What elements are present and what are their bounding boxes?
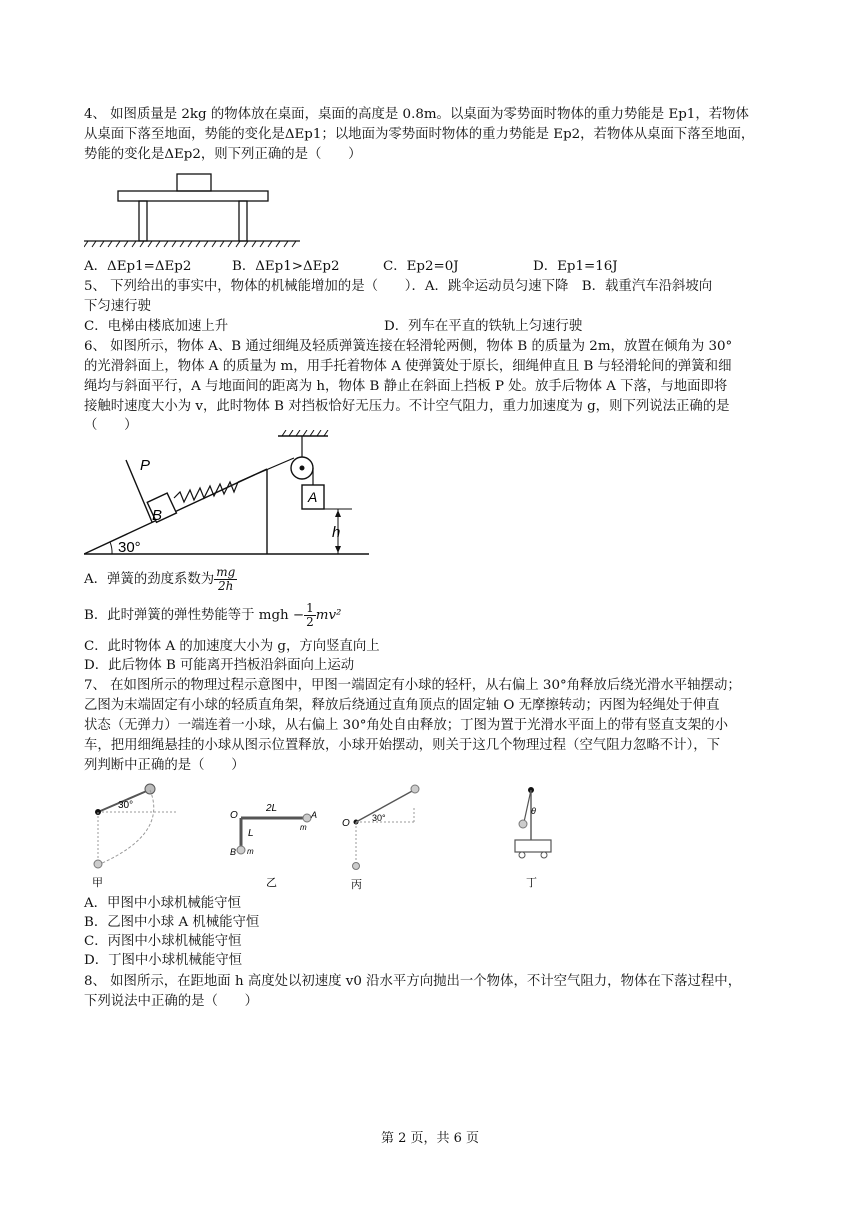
q4-line-2: 从桌面下落至地面，势能的变化是ΔEp1；以地面为零势面时物体的重力势能是 Ep2，若物体从桌面下落至地面， <box>84 127 755 142</box>
q4-option-a[interactable]: A．ΔEp1=ΔEp2 <box>84 259 192 274</box>
q6-option-b[interactable] <box>84 602 341 632</box>
q7-option-b[interactable]: B．乙图中小球 A 机械能守恒 <box>84 915 260 930</box>
bing-angle-label: 30° <box>372 813 386 823</box>
q6-option-b-denominator: 2 <box>306 615 314 629</box>
q4-line-1: 4、 如图质量是 2kg 的物体放在桌面，桌面的高度是 0.8m。以桌面为零势面时物体的重力势能是 Ep1，若物体 <box>84 107 749 122</box>
diagram-jia <box>92 784 178 889</box>
block-a-label: A <box>308 489 318 505</box>
q6-option-b-numerator: 1 <box>306 601 314 615</box>
ding-label: 丁 <box>526 877 537 889</box>
q6-line-2: 的光滑斜面上，物体 A 的质量为 m，用手托着物体 A 使弹簧处于原长，细绳伸直且 B 与轻滑轮间的弹簧和细 <box>84 359 732 374</box>
yi-l-label: L <box>248 828 254 839</box>
q6-option-b-text: B．此时弹簧的弹性势能等于 mgh − <box>84 608 305 623</box>
q6-line-1: 6、 如图所示，物体 A、B 通过细绳及轻质弹簧连接在轻滑轮两侧，物体 B 的质量为 2m，放置在倾角为 30° <box>84 339 733 354</box>
q7-line-1: 7、 在如图所示的物理过程示意图中，甲图一端固定有小球的轻杆，从右偏上 30°角释放后绕光滑水平轴摆动； <box>84 678 741 693</box>
yi-a-mass-label: m <box>300 823 307 832</box>
q8-line-2: 下列说法中正确的是（ ） <box>84 994 259 1009</box>
q7-line-4: 车，把用细绳悬挂的小球从图示位置释放，小球开始摆动，则关于这几个物理过程（空气阻力忽略不计），下 <box>84 738 721 753</box>
q6-line-4: 接触时速度大小为 v，此时物体 B 对挡板恰好无压力。不计空气阻力，重力加速度为 g，则下列说法正确的是 <box>84 399 730 414</box>
bing-label: 丙 <box>351 879 362 891</box>
q8-line-1: 8、 如图所示，在距地面 h 高度处以初速度 v0 沿水平方向抛出一个物体，不计空气阻力，物体在下落过程中， <box>84 974 742 989</box>
q7-line-5: 列判断中正确的是（ ） <box>84 758 245 773</box>
diagram-ding <box>515 787 551 889</box>
q6-option-a-denominator: 2h <box>218 579 234 593</box>
q7-line-2: 乙图为末端固定有小球的轻质直角架，释放后绕通过直角顶点的固定轴 O 无摩擦转动；丙图为轻绳处于伸直 <box>84 698 720 713</box>
q5-line-1: 5、 下列给出的事实中，物体的机械能增加的是（ ）．A．跳伞运动员匀速下降 B．载重汽车沿斜坡向 <box>84 279 713 294</box>
table-diagram <box>84 168 314 250</box>
bing-o-label: O <box>342 818 350 829</box>
q7-option-d[interactable]: D．丁图中小球机械能守恒 <box>84 953 243 968</box>
q7-line-3: 状态（无弹力）一端连着一小球，从右偏上 30°角处自由释放；丁图为置于光滑水平面上的带有竖直支架的小 <box>84 718 728 733</box>
q6-option-b-fraction <box>304 602 316 629</box>
q5-option-d[interactable]: D．列车在平直的铁轨上匀速行驶 <box>384 319 583 334</box>
q6-option-a-numerator: mg <box>216 565 236 579</box>
q6-option-a-text: A．弹簧的劲度系数为 <box>84 572 215 587</box>
q4-option-d[interactable]: D．Ep1=16J <box>533 259 618 274</box>
q7-option-a[interactable]: A．甲图中小球机械能守恒 <box>84 896 241 911</box>
incline-angle-label: 30° <box>118 539 141 556</box>
pendulum-diagrams <box>84 778 564 892</box>
diagram-bing <box>342 785 419 891</box>
q6-line-5: （ ） <box>84 418 138 433</box>
q6-option-d[interactable]: D．此后物体 B 可能离开挡板沿斜面向上运动 <box>84 658 355 673</box>
yi-o-label: O <box>230 810 238 821</box>
jia-label: 甲 <box>92 877 103 889</box>
barrier-p-label: P <box>140 457 151 474</box>
ding-theta-label: θ <box>531 806 536 816</box>
q6-option-a-fraction <box>214 566 237 593</box>
q6-line-3: 绳均与斜面平行，A 与地面间的距离为 h，物体 B 静止在斜面上挡板 P 处。放手后物体 A 下落，与地面即将 <box>84 379 728 394</box>
q7-option-c[interactable]: C．丙图中小球机械能守恒 <box>84 934 242 949</box>
q6-option-c[interactable]: C．此时物体 A 的加速度大小为 g，方向竖直向上 <box>84 639 380 654</box>
yi-2l-label: 2L <box>266 803 278 814</box>
page-footer: 第 2 页，共 6 页 <box>380 1131 480 1146</box>
q5-line-2: 下匀速行驶 <box>84 299 151 314</box>
q4-option-b[interactable]: B．ΔEp1>ΔEp2 <box>232 259 340 274</box>
q5-option-c[interactable]: C．电梯由楼底加速上升 <box>84 319 229 334</box>
yi-b-mass-label: m <box>247 847 254 856</box>
jia-angle-label: 30° <box>118 800 134 811</box>
q6-option-a[interactable] <box>84 566 237 596</box>
yi-label: 乙 <box>266 877 277 889</box>
yi-b-label: B <box>230 847 237 857</box>
q4-line-3: 势能的变化是ΔEp2，则下列正确的是（ ） <box>84 147 362 162</box>
incline-pulley-diagram <box>84 430 374 560</box>
q6-option-b-suffix: mv² <box>315 608 342 623</box>
block-b-label: B <box>152 507 163 524</box>
diagram-yi <box>230 803 317 889</box>
yi-a-label: A <box>311 810 318 820</box>
height-h-label: h <box>332 524 341 541</box>
q4-option-c[interactable]: C．Ep2=0J <box>383 259 459 274</box>
